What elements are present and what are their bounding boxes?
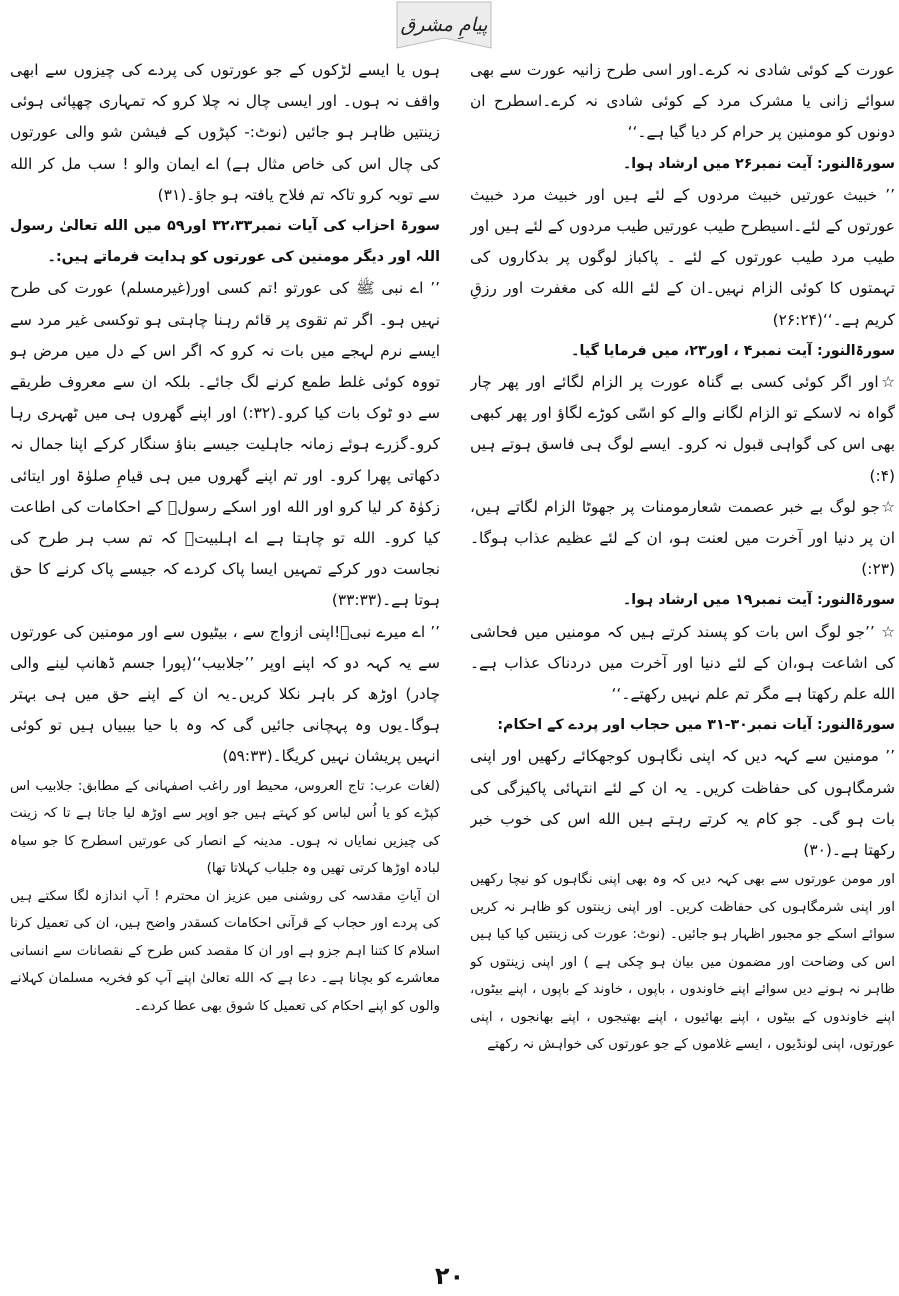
paragraph: ’’ خبیث عورتیں خبیث مردوں کے لئے ہیں اور خبیث مرد خبیث عورتوں کے لئے۔اسیطرح طیب عورتیں طیب مردوں کے لئے ہیں اور طیب مرد طیب عورتوں کے لئے ۔ پاکباز لوگوں پر بدکاروں کی تہمتوں کا کوئی الزام نہیں۔ان کے لئے الله کی مغفرت اور رزقِ کریم ہے۔‘‘(۲۶:۲۴) bbox=[470, 185, 895, 329]
paragraph: ☆ ’’جو لوگ اس بات کو پسند کرتے ہیں کہ مومنیں میں فحاشی کی اشاعت ہو،ان کے لئے دنیا اور آخرت میں دردناک عذاب ہے۔ الله علم رکھتا ہے مگر تم علم نہیں رکھتے۔‘‘ bbox=[470, 622, 895, 704]
section-heading: سورۃالنور: آیات نمبر۳۰-۳۱ میں حجاب اور پردے کے احکام: bbox=[497, 717, 895, 734]
section-heading: سورۃالنور: آیت نمبر۲۶ میں ارشاد ہوا۔ bbox=[622, 155, 895, 172]
header-title: پیامِ مشرق bbox=[400, 14, 488, 36]
section-heading: سورۃالنور: آیت نمبر۴ ، اور۲۳، میں فرمایا گیا۔ bbox=[571, 342, 895, 359]
paragraph: ’’ اے نبی ﷺ کی عورتو !تم کسی اور(غیرمسلم) عورت کی طرح نہیں ہو۔ اگر تم تقوی پر قائم رہنا چاہتی ہو توکسی غیر مرد سے ایسے نرم لہجے میں بات نہ کرو کہ اگر اس کے دل میں مرض ہو تووہ کوئی غلط طمع کرنے لگ جائے۔ بلکہ ان سے معروف طریقے سے دو ٹوک بات کیا کرو۔(۳۲:) اور اپنے گھروں ہی میں ٹھہری رہا کرو۔گزرے ہوئے زمانہ جاہلیت جیسے بناؤ سنگار کرکے اپنا جمال نہ دکھاتی پھرا کرو۔ اور تم اپنے گھروں میں ہی قیامِ صلوٰۃ اور ایتائی زکوٰۃ کر لیا کرو اور الله اور اسکے رسولؐ کے احکامات کی اطاعت کیا کرو۔ الله تو چاہتا ہے اے اہلبیتؑ کہ تم سب ہر طرح کی نجاست دور کرکے تمہیں ایسا پاک کردے کہ جیسے پاک کرنے کا حق ہوتا ہے۔(۳۳:۳۳) bbox=[10, 279, 440, 610]
paragraph: ہوں یا ایسے لڑکوں کے جو عورتوں کی پردے کی چیزوں سے ابھی واقف نہ ہوں۔ اور ایسی چال نہ چلا کرو کہ تمہاری چھپائی ہوئی زینتیں ظاہر ہو جائیں (نوٹ:- کپڑوں کے فیشن شو والی عورتوں کی چال اس کی خاص مثال ہے) اے ایمان والو ! سب مل کر الله سے توبہ کرو تاکہ تم فلاح یافتہ ہو جاؤ۔(۳۱) bbox=[10, 61, 440, 204]
paragraph: ان آیاتِ مقدسہ کی روشنی میں عزیز ان محترم ! آپ اندازہ لگا سکتے ہیں کی پردے اور حجاب کے قرآنی احکامات کسقدر واضح ہیں، ان کی تعمیل کرنا اسلام کا کتنا اہم جزو ہے اور ان کا مقصد کس طرح کے نقصانات سے انسانی معاشرے کو بچانا ہے۔ دعا ہے کہ الله تعالیٰ اپنے آپ کو فخریہ مسلمان کہلانے والوں کو اپنے احکام کی تعمیل کا شوق بھی عطا کردے۔ bbox=[10, 888, 440, 1014]
paragraph: ’’ اے میرے نبیؐ!اپنی ازواج سے ، بیٹیوں سے اور مومنین کی عورتوں سے یہ کہہ دو کہ اپنے اوپر ’’جلابیب‘‘(پورا جسم ڈھانپ لینے والی چادر) اوڑھ کر باہر نکلا کریں۔یہ ان کے اپنے حق میں ہی بہتر ہوگا۔یوں وہ پہچانی جائیں گی کہ وہ با حیا بیبیاں ہیں تو کوئی انہیں پریشان نہیں کریگا۔(۵۹:۳۳) bbox=[10, 622, 440, 766]
section-heading: سورۃالنور: آیت نمبر۱۹ میں ارشاد ہوا۔ bbox=[622, 592, 895, 609]
right-column bbox=[470, 55, 895, 1260]
paragraph: ☆اور اگر کوئی کسی بے گناہ عورت پر الزام لگائے اور پھر چار گواہ نہ لاسکے تو الزام لگانے والے کو اسّی کوڑے لگاؤ اور پھر کبھی بھی اس کی گواہی قبول نہ کرو۔ ایسے لوگ ہی فاسق ہوتے ہیں (۴:) bbox=[470, 373, 895, 485]
left-column bbox=[10, 55, 440, 1260]
paragraph: عورت کے کوئی شادی نہ کرے۔اور اسی طرح زانیہ عورت سے بھی سوائے زانی یا مشرک مرد کے کوئی شادی نہ کرے۔اسطرح ان دونوں کو مومنین پر حرام کر دیا گیا ہے۔‘‘ bbox=[470, 61, 895, 142]
paragraph: ☆جو لوگ بے خبر عصمت شعارمومنات پر جھوٹا الزام لگاتے ہیں، ان پر دنیا اور آخرت میں لعنت ہو، ان کے لئے عظیم عذاب ہوگا۔(۲۳:) bbox=[470, 497, 895, 579]
page-number: ۲۰ bbox=[434, 1262, 465, 1290]
paragraph: اور مومن عورتوں سے بھی کہہ دیں کہ وہ بھی اپنی نگاہوں کو نیچا رکھیں اور اپنی شرمگاہوں کی حفاظت کریں۔ اور اپنی زینتوں کو ظاہر نہ کریں سوائے اسکے جو مجبور اظہار ہو جائیں۔ (نوٹ: عورت کی زینتیں کیا کیا ہیں اس کی وضاحت اور مضمون میں بیان ہو چکی ہے ) اور اپنی زینتوں کو ظاہر نہ ہونے دیں سوائے اپنے خاوندوں ، باپوں ، خاوند کے باپوں ، اپنے بیٹوں، اپنے خاوندوں کے بیٹوں ، اپنے بھائیوں ، اپنے بھتیجوں ، اپنے بھانجوں ، اپنی عورتوں، اپنی لونڈیوں ، ایسے غلاموں کے جو عورتوں کی خواہش نہ رکھتے bbox=[470, 872, 895, 1053]
paragraph: (لغات عرب: تاج العروس، محیط اور راغب اصفہانی کے مطابق: جلابیب اس کپڑے کو یا اُس لباس کو کہتے ہیں جو اوپر سے اوڑھ لیا جاتا ہے تا کہ زینت کی چیزیں نمایاں نہ ہوں۔ مدینہ کے انصار کی عورتیں اسطرح کا جو سیاہ لبادہ اوڑھا کرتی تھیں وہ جلباب کہلاتا تھا) bbox=[10, 778, 440, 877]
paragraph: ’’ مومنین سے کہہ دیں کہ اپنی نگاہوں کوجھکائے رکھیں اور اپنی شرمگاہوں کی حفاظت کریں۔ یہ ان کے لئے انتہائی پاکیزگی کی بات ہو گی۔ جو کام یہ کرتے رہتے ہیں الله اس کی خوب خبر رکھتا ہے۔(۳۰) bbox=[470, 747, 895, 860]
section-heading: سورۃ احزاب کی آیات نمبر۳۲،۳۳ اور۵۹ میں الله تعالیٰ رسول اللہ اور دیگر مومنین کی عورتوں کو ہدایت فرماتے ہیں:۔ bbox=[10, 218, 440, 266]
header-banner bbox=[395, 0, 493, 50]
